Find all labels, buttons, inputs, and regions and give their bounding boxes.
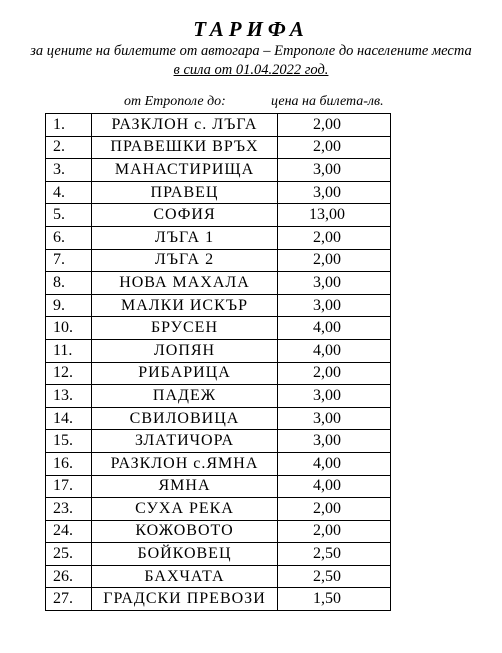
destination-name: ЛОПЯН	[92, 339, 278, 362]
table-row	[46, 385, 391, 408]
ticket-price: 3,00	[278, 385, 391, 408]
row-number: 3.	[46, 159, 92, 182]
column-header-destination: от Етрополе до:	[124, 94, 226, 109]
table-row	[46, 159, 391, 182]
table-row	[46, 249, 391, 272]
table-row	[46, 475, 391, 498]
page-title: ТАРИФА	[193, 17, 309, 41]
row-number: 26.	[46, 565, 92, 588]
row-number: 17.	[46, 475, 92, 498]
row-number: 5.	[46, 204, 92, 227]
ticket-price: 3,00	[278, 407, 391, 430]
destination-name: ЛЪГА 2	[92, 249, 278, 272]
table-row	[46, 317, 391, 340]
destination-name: РИБАРИЦА	[92, 362, 278, 385]
destination-name: БРУСЕН	[92, 317, 278, 340]
ticket-price: 3,00	[278, 294, 391, 317]
ticket-price: 2,50	[278, 543, 391, 566]
row-number: 1.	[46, 114, 92, 137]
ticket-price: 4,00	[278, 475, 391, 498]
ticket-price: 13,00	[278, 204, 391, 227]
row-number: 7.	[46, 249, 92, 272]
page-subtitle: за цените на билетите от автогара – Етрополе до населените места	[30, 43, 472, 59]
row-number: 15.	[46, 430, 92, 453]
table-row	[46, 294, 391, 317]
destination-name: МАНАСТИРИЩА	[92, 159, 278, 182]
destination-name: СУХА РЕКА	[92, 498, 278, 521]
ticket-price: 2,00	[278, 498, 391, 521]
table-row	[46, 498, 391, 521]
destination-name: НОВА МАХАЛА	[92, 272, 278, 295]
row-number: 10.	[46, 317, 92, 340]
destination-name: ЗЛАТИЧОРА	[92, 430, 278, 453]
destination-name: ПРАВЕЦ	[92, 181, 278, 204]
table-row	[46, 272, 391, 295]
row-number: 16.	[46, 452, 92, 475]
destination-name: ЛЪГА 1	[92, 226, 278, 249]
destination-name: ПАДЕЖ	[92, 385, 278, 408]
table-row	[46, 114, 391, 137]
table-row	[46, 181, 391, 204]
table-row	[46, 136, 391, 159]
ticket-price: 2,00	[278, 114, 391, 137]
ticket-price: 2,00	[278, 362, 391, 385]
table-row	[46, 520, 391, 543]
tariff-table	[45, 113, 391, 611]
destination-name: БОЙКОВЕЦ	[92, 543, 278, 566]
table-row	[46, 430, 391, 453]
destination-name: КОЖОВОТО	[92, 520, 278, 543]
table-row	[46, 362, 391, 385]
ticket-price: 3,00	[278, 272, 391, 295]
column-header-price: цена на билета-лв.	[271, 94, 384, 109]
destination-name: МАЛКИ ИСКЪР	[92, 294, 278, 317]
row-number: 27.	[46, 588, 92, 611]
table-row	[46, 588, 391, 611]
row-number: 11.	[46, 339, 92, 362]
row-number: 6.	[46, 226, 92, 249]
destination-name: ГРАДСКИ ПРЕВОЗИ	[92, 588, 278, 611]
row-number: 8.	[46, 272, 92, 295]
row-number: 14.	[46, 407, 92, 430]
ticket-price: 2,00	[278, 226, 391, 249]
ticket-price: 3,00	[278, 430, 391, 453]
row-number: 13.	[46, 385, 92, 408]
ticket-price: 2,00	[278, 136, 391, 159]
destination-name: ЯМНА	[92, 475, 278, 498]
table-row	[46, 204, 391, 227]
destination-name: БАХЧАТА	[92, 565, 278, 588]
row-number: 24.	[46, 520, 92, 543]
ticket-price: 4,00	[278, 317, 391, 340]
table-row	[46, 339, 391, 362]
row-number: 9.	[46, 294, 92, 317]
row-number: 25.	[46, 543, 92, 566]
table-row	[46, 543, 391, 566]
destination-name: РАЗКЛОН с.ЯМНА	[92, 452, 278, 475]
ticket-price: 2,50	[278, 565, 391, 588]
table-row	[46, 226, 391, 249]
tariff-table-body	[46, 114, 391, 611]
ticket-price: 4,00	[278, 452, 391, 475]
validity-date: в сила от 01.04.2022 год.	[173, 62, 329, 78]
destination-name: ПРАВЕШКИ ВРЪХ	[92, 136, 278, 159]
destination-name: СОФИЯ	[92, 204, 278, 227]
ticket-price: 2,00	[278, 520, 391, 543]
table-row	[46, 565, 391, 588]
row-number: 4.	[46, 181, 92, 204]
ticket-price: 2,00	[278, 249, 391, 272]
ticket-price: 1,50	[278, 588, 391, 611]
table-row	[46, 407, 391, 430]
row-number: 2.	[46, 136, 92, 159]
row-number: 12.	[46, 362, 92, 385]
ticket-price: 3,00	[278, 181, 391, 204]
ticket-price: 3,00	[278, 159, 391, 182]
ticket-price: 4,00	[278, 339, 391, 362]
row-number: 23.	[46, 498, 92, 521]
table-row	[46, 452, 391, 475]
destination-name: РАЗКЛОН с. ЛЪГА	[92, 114, 278, 137]
destination-name: СВИЛОВИЦА	[92, 407, 278, 430]
